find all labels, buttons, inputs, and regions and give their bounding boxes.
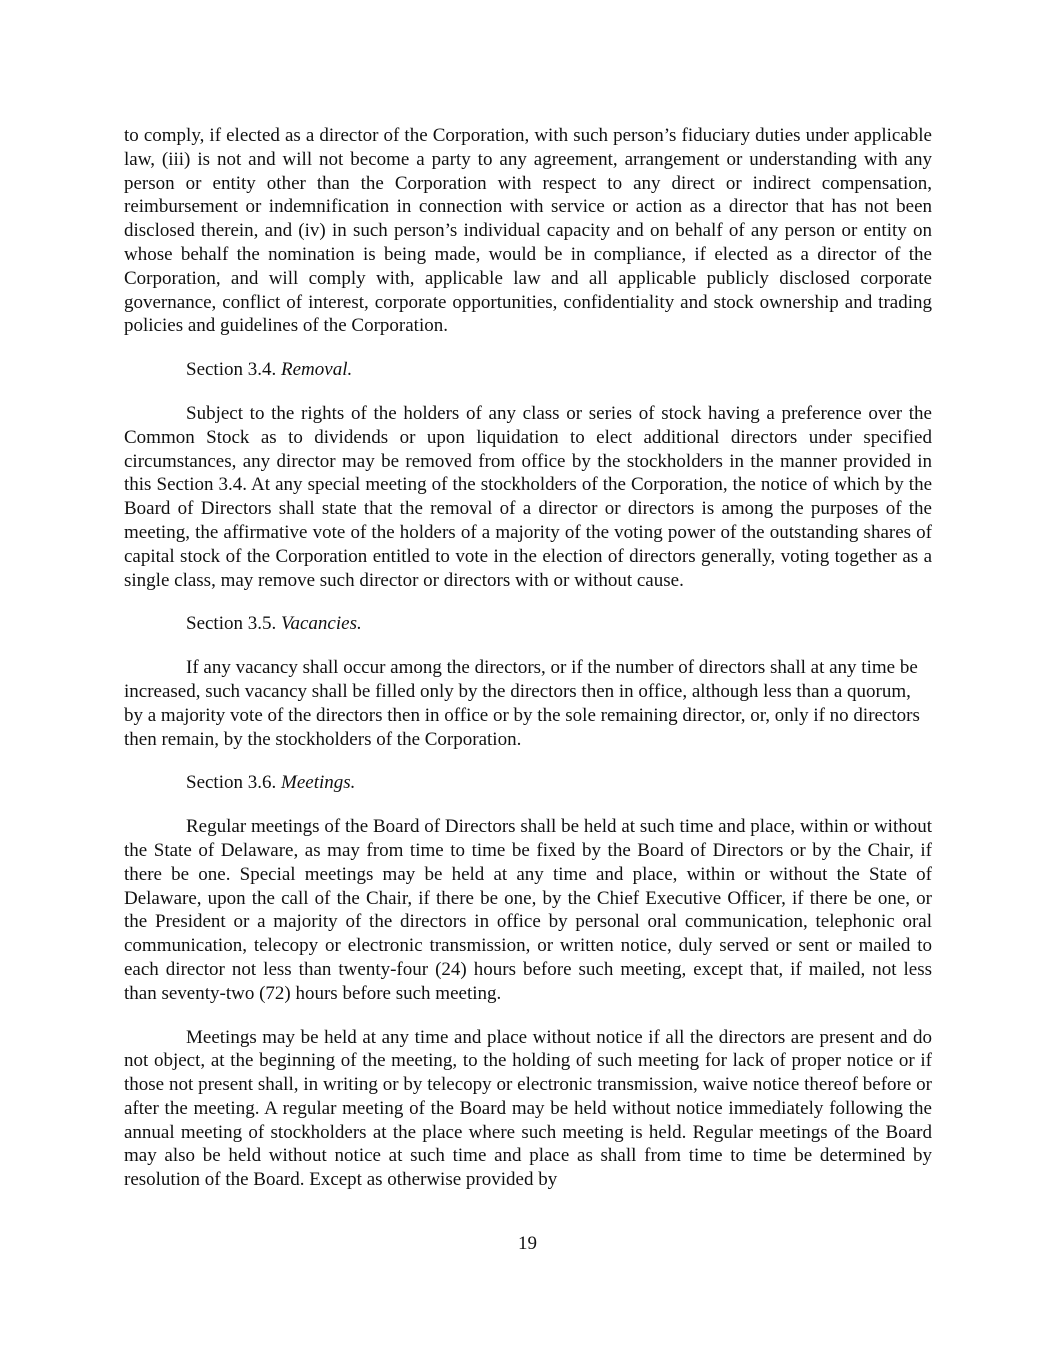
meetings-paragraph-1: Regular meetings of the Board of Directors shall be held at such time and place, within or without the State of Delaware, as may from time to time be fixed by the Board of Directors or by the Chair, if there be one. Special meetings may be held at any time and place, within or without the State of Delaware, upon the call of the Chair, if there be one, by the Chief Executive Officer, if there be one, or the President or a majority of the directors in office by personal oral communication, telephonic oral communication, telecopy or electronic transmission, or written notice, duly served or sent or mailed to each director not less than twenty-four (24) hours before such meeting, except that, if mailed, not less than seventy-two (72) hours before such meeting. [124,816,932,1004]
section-title: Vacancies. [281,613,362,635]
continuation-paragraph: to comply, if elected as a director of the Corporation, with such person’s fiduciary duties under applicable law, (iii) is not and will not become a party to any agreement, arrangement or understanding with any person or entity other than the Corporation with respect to any direct or indirect compensation, reimbursement or indemnification in connection with service or action as a director that has not been disclosed therein, and (iv) in such person’s individual capacity and on behalf of any person or entity on whose behalf the nomination is being made, would be in compliance, if elected as a director of the Corporation, and will comply with, applicable law and all applicable publicly disclosed corporate governance, conflict of interest, corporate opportunities, confidentiality and stock ownership and trading policies and guidelines of the Corporation. [124,125,932,337]
page-number: 19 [518,1233,537,1254]
body-text [124,124,932,1212]
section-number: Section 3.6. [186,772,277,794]
meetings-paragraph-2: Meetings may be held at any time and place without notice if all the directors are present and do not object, at the beginning of the meeting, to the holding of such meeting for lack of proper notice or if those not present shall, in writing or by telecopy or electronic transmission, waive notice thereof before or after the meeting. A regular meeting of the Board may be held without notice immediately following the annual meeting of stockholders at the place where such meeting is held. Regular meetings of the Board may also be held without notice at such time and place as shall from time to time be determined by resolution of the Board. Except as otherwise provided by [124,1026,932,1191]
vacancies-paragraph: If any vacancy shall occur among the directors, or if the number of directors shall at any time be increased, such vacancy shall be filled only by the directors then in office, although less than a quorum, by a majority vote of the directors then in office or by the sole remaining director, or, only if no directors then remain, by the stockholders of the Corporation. [124,657,920,750]
removal-paragraph: Subject to the rights of the holders of any class or series of stock having a preference over the Common Stock as to dividends or upon liquidation to elect additional directors under specified circumstances, any director may be removed from office by the stockholders in the manner provided in this Section 3.4. At any special meeting of the stockholders of the Corporation, the notice of which by the Board of Directors shall state that the removal of a director or directors is among the purposes of the meeting, the affirmative vote of the holders of a majority of the voting power of the outstanding shares of capital stock of the Corporation entitled to vote in the election of directors generally, voting together as a single class, may remove such director or directors with or without cause. [124,402,932,591]
section-3-6-heading [186,771,932,795]
section-3-4-heading [186,358,932,382]
section-number: Section 3.4. [186,359,277,381]
section-3-5-heading [186,612,932,636]
section-number: Section 3.5. [186,613,277,635]
section-title: Removal. [281,359,353,381]
section-title: Meetings. [281,772,356,794]
